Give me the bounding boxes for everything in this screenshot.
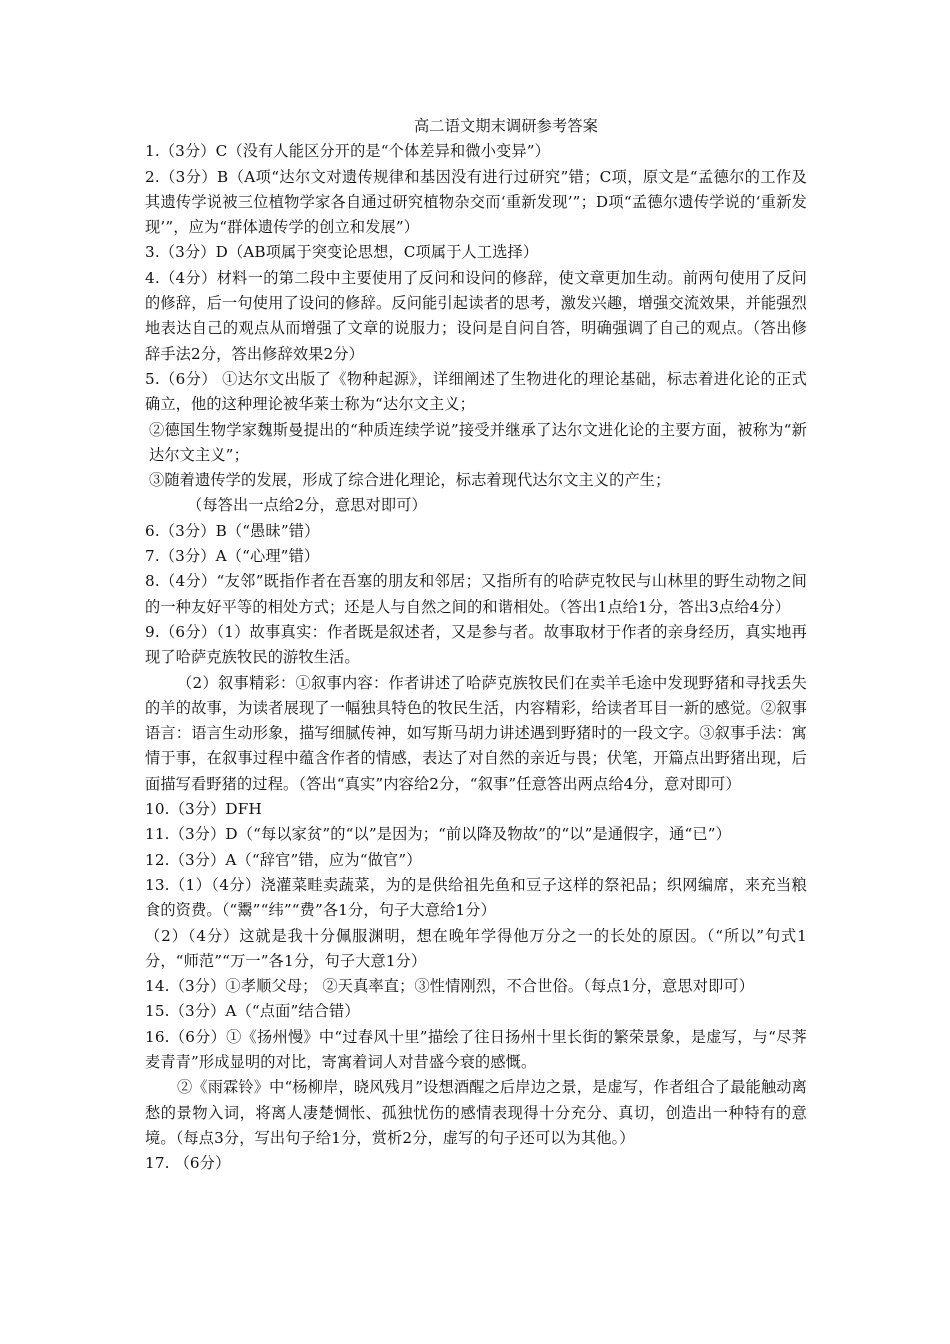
answer-3: 3.（3分）D（AB项属于突变论思想，C项属于人工选择） [145,243,539,262]
document-title: 高二语文期末调研参考答案 [413,117,599,135]
answer-17: 17. （6分） [145,1154,231,1173]
answer-16-part-2: ②《雨霖铃》中“杨柳岸，晓风残月”设想酒醒之后岸边之景，是虚写，作者组合了最能触动离愁的景物入词，将离人凄楚惆怅、孤独忧伤的感情表现得十分充分、真切，创造出一种特有的意境。（每点3分，写出句子给1分，赏析2分，虚写的句子还可以为其他。） [145,1078,807,1147]
answer-6: 6.（3分）B（“愚昧”错） [145,521,320,540]
answer-12: 12.（3分）A（“辞官”错，应为“做官”） [145,850,422,869]
answer-13-part-2: （2）（4分）这就是我十分佩服渊明，想在晚年学得他万分之一的长处的原因。（“所以”句式1分，“师范”“万一”各1分，句子大意1分） [145,926,807,970]
answer-document [145,114,807,1176]
answer-8: 8.（4分）“友邻”既指作者在吾塞的朋友和邻居；又指所有的哈萨克牧民与山林里的野生动物之间的一种友好平等的相处方式；还是人与自然之间的和谐相处。（答出1点给1分，答出3点给4分） [145,572,807,616]
answer-10: 10.（3分）DFH [145,800,262,819]
answer-4: 4.（4分）材料一的第二段中主要使用了反问和设问的修辞，使文章更加生动。前两句使用了反问的修辞，后一句使用了设问的修辞。反问能引起读者的思考，激发兴趣，增强交流效果，并能强烈地表达自己的观点从而增强了文章的说服力；设问是自问自答，明确强调了自己的观点。（答出修辞手法2分，答出修辞效果2分） [145,268,807,363]
answer-1: 1.（3分）C（没有人能区分开的是“个体差异和微小变异”） [145,142,550,161]
answer-2: 2.（3分）B（A项“达尔文对遗传规律和基因没有进行过研究”错；C项，原文是“孟德尔的工作及其遗传学说被三位植物学家各自通过研究植物杂交而‘重新发现’”；D项“孟德尔遗传学说的‘重新发现’”，应为“群体遗传学的创立和发展”） [145,167,807,237]
answer-9-part-2: （2）叙事精彩：①叙事内容：作者讲述了哈萨克族牧民们在卖羊毛途中发现野猪和寻找丢失的羊的故事，为读者展现了一幅独具特色的牧民生活，内容精彩，给读者耳目一新的感觉。②叙事语言：语言生动形象，描写细腻传神，如写斯马胡力讲述遇到野猪时的一段文字。③叙事手法：寓情于事，在叙事过程中蕴含作者的情感，表达了对自然的亲近与畏；伏笔，开篇点出野猪出现，后面描写看野猪的过程。（答出“真实”内容给2分，“叙事”任意答出两点给4分，意对即可） [145,673,807,793]
answer-5-point-2: ②德国生物学家魏斯曼提出的“种质连续学说”接受并继承了达尔文进化论的主要方面，被称为“新达尔文主义”； [149,420,807,464]
answer-5-point-3: ③随着遗传学的发展，形成了综合进化理论，标志着现代达尔文主义的产生； [149,471,671,490]
answer-9: 9.（6分）（1）故事真实：作者既是叙述者，又是参与者。故事取材于作者的亲身经历，真实地再现了哈萨克族牧民的游牧生活。 [145,622,807,667]
answer-7: 7.（3分）A（“心理”错） [145,547,320,566]
answer-15: 15.（3分）A（“点面”结合错） [145,1002,360,1021]
answer-14: 14.（3分）①孝顺父母； ②天真率直；③性情刚烈，不合世俗。（每点1分，意思对即可） [145,977,755,996]
answer-13-part-1: 13.（1）（4分）浇灌菜畦卖蔬菜，为的是供给祖先鱼和豆子这样的祭祀品；织网编席，来充当粮食的资费。（“鬻”“纬”“费”各1分，句子大意给1分） [145,875,807,920]
answer-5-scoring-note: （每答出一点给2分，意思对即可） [187,496,427,515]
answer-16: 16.（6分）①《扬州慢》中“过春风十里”描绘了往日扬州十里长街的繁荣景象，是虚写，与“尽荠麦青青”形成显明的对比，寄寓着词人对昔盛今衰的感慨。 [145,1027,807,1071]
answer-11: 11.（3分）D（“每以家贫”的“以”是因为；“前以降及物故”的“以”是通假字，通“已”） [145,825,732,844]
answer-5: 5.（6分） ①达尔文出版了《物种起源》，详细阐述了生物进化的理论基础，标志着进化论的正式确立，他的这种理论被华莱士称为“达尔文主义； [145,369,807,414]
